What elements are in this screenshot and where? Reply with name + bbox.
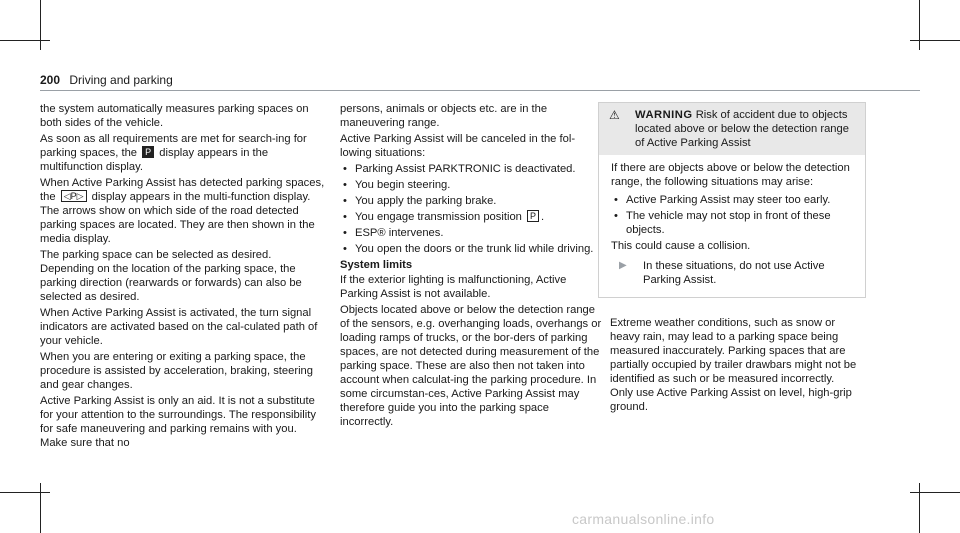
warning-label: WARNING [635,109,693,121]
list-item: • You apply the parking brake. [340,194,602,208]
paragraph [40,176,326,246]
crop-mark [919,0,920,50]
instruction-text: In these situations, do not use Active Parking Assist. [643,260,825,286]
text: You engage transmission position [355,211,522,223]
page-number: 200 [40,73,61,87]
page-header [40,73,173,87]
text: As soon as all requirements are met for search-ing for parking spaces, the [40,133,307,159]
list-item: • Active Parking Assist may steer too early. [611,193,853,207]
instruction [611,259,853,287]
warning-summary: Risk of accident due to objects located above or below the detection range of Active Parking Assist [635,109,849,149]
watermark: carmanualsonline.info [572,511,715,527]
crop-mark [40,483,41,533]
warning-header [599,103,865,155]
paragraph: This could cause a collision. [611,240,751,252]
list-item: • The vehicle may not stop in front of these objects. [611,209,853,237]
paragraph [40,132,326,174]
crop-mark [40,0,41,50]
paragraph: When Active Parking Assist is activated, the turn signal indicators are activated based on the cal-culated path of your vehicle. [40,307,318,347]
paragraph: The parking space can be selected as desired. Depending on the location of the parking space, the parking direction (rearwards or forwards) can also be selected as desired. [40,249,302,303]
parking-arrows-icon: ◁P▷ [61,190,87,202]
paragraph: Active Parking Assist will be canceled in the fol-lowing situations: [340,133,576,159]
section-title: Driving and parking [69,73,173,87]
crop-mark [919,483,920,533]
crop-mark [0,492,50,493]
paragraph: Objects located above or below the detection range of the sensors, e.g. overhanging loads, overhangs or loading ramps of trucks, or the bor-ders of parking spaces, are not detected during measurement of the parking space. These are also then not taken into account when calculat-ing the parking procedure. In some circumstan-ces, Active Parking Assist may therefore guide you into the parking space incorrectly. [340,304,602,428]
list-item [340,210,602,224]
paragraph: persons, animals or objects etc. are in the maneuvering range. [340,103,548,129]
text: display appears in the multifunction display. [40,147,269,173]
play-arrow-icon: ▶ [619,260,627,271]
warning-title [635,108,855,150]
crop-mark [910,40,960,41]
warning-list [611,193,853,237]
paragraph: If there are objects above or below the detection range, the following situations may arise: [611,162,850,188]
parking-symbol-icon: P [142,146,154,158]
column-right [610,316,860,416]
list-item: • You open the doors or the trunk lid while driving. [340,242,602,256]
warning-box [598,102,866,298]
text: . [541,211,545,223]
list-item: • ESP® intervenes. [340,226,602,240]
paragraph: When you are entering or exiting a parking space, the procedure is assisted by acceleration, braking, steering and gear changes. [40,351,313,391]
paragraph: the system automatically measures parking spaces on both sides of the vehicle. [40,103,309,129]
list-item: • You begin steering. [340,178,602,192]
warning-body [599,155,865,297]
paragraph: If the exterior lighting is malfunctioning, Active Parking Assist is not available. [340,274,567,300]
paragraph: Extreme weather conditions, such as snow or heavy rain, may lead to a parking space being measured inaccurately. Parking spaces that are partially occupied by trailer drawbars might not be identified as such or be measured incorrectly. Only use Active Parking Assist on level, high-grip ground. [610,317,857,413]
crop-mark [910,492,960,493]
cancel-situations-list [340,162,602,256]
text: display appears in the multi-function display. The arrows show on which side of the road detected parking spaces are located. They are then shown in the media display. [40,191,315,245]
list-item: • Parking Assist PARKTRONIC is deactivated. [340,162,602,176]
paragraph: Active Parking Assist is only an aid. It is not a substitute for your attention to the surroundings. The responsibility for safe maneuvering and parking remains with you. Make sure that no [40,395,316,449]
park-position-icon: P [527,210,539,222]
crop-mark [0,40,50,41]
column-middle [340,102,602,431]
subheading: System limits [340,259,413,271]
header-divider [40,90,920,91]
text: When Active Parking Assist has detected parking spaces, the [40,177,325,203]
column-left [40,102,326,452]
warning-triangle-icon: ⚠ [609,108,620,122]
